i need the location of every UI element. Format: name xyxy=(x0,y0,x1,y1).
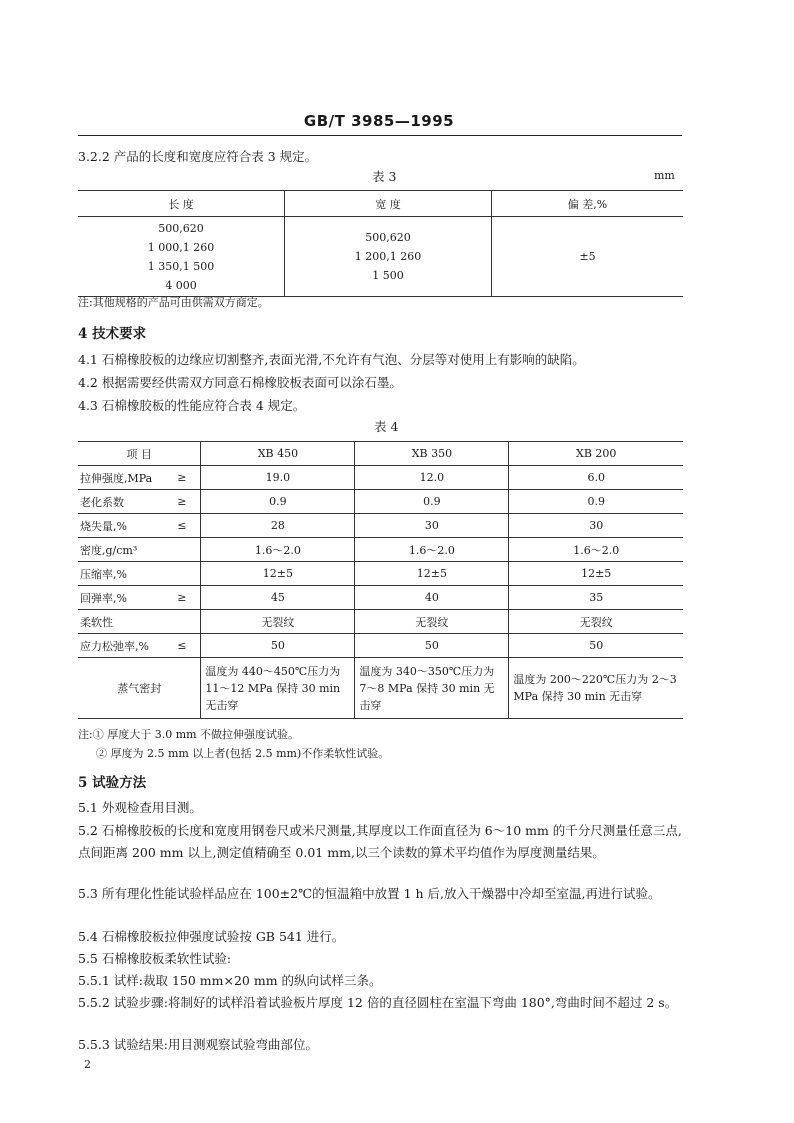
t4-cell: 50 xyxy=(355,634,509,658)
t4-row-label: 密度,g/cm³ xyxy=(78,538,162,562)
t4-cell: 28 xyxy=(201,514,355,538)
t4-steam-label: 蒸气密封 xyxy=(78,658,201,719)
t3-width-3: 1 500 xyxy=(372,269,404,282)
t4-cell: 0.9 xyxy=(201,490,355,514)
header-rule xyxy=(78,135,682,136)
t4-cell: 1.6～2.0 xyxy=(509,538,683,562)
clause-4-1: 4.1 石棉橡胶板的边缘应切割整齐,表面光滑,不允许有气泡、分层等对使用上有影响的缺陷。 xyxy=(78,352,585,367)
t3-length-1: 500,620 xyxy=(158,221,204,235)
t4-cell: 30 xyxy=(509,514,683,538)
t4-cell: 0.9 xyxy=(355,490,509,514)
clause-5-5: 5.5 石棉橡胶板柔软性试验: xyxy=(78,951,232,966)
t3-length-2: 1 000,1 260 xyxy=(147,240,215,254)
section-5-title: 5 试验方法 xyxy=(78,775,147,791)
t3-header-length: 长 度 xyxy=(78,191,285,217)
clause-5-2: 5.2 石棉橡胶板的长度和宽度用钢卷尺或米尺测量,其厚度以工作面直径为 6～10 mm 的千分尺测量任意三点,点间距离 200 mm 以上,测定值精确至 0.01 mm,以三个读数的算术平均值作为厚度测量结果。 xyxy=(78,823,682,860)
t4-row xyxy=(78,490,683,514)
table-4-caption: 表 4 xyxy=(374,419,399,434)
t4-cell: 0.9 xyxy=(509,490,683,514)
table-4-note-1: 注:① 厚度大于 3.0 mm 不做拉伸强度试验。 xyxy=(78,728,300,741)
clause-4-3: 4.3 石棉橡胶板的性能应符合表 4 规定。 xyxy=(78,398,306,413)
t4-header-xb450: XB 450 xyxy=(201,442,355,466)
t4-row-label: 拉伸强度,MPa xyxy=(78,466,162,490)
t4-header-item: 项 目 xyxy=(78,442,201,466)
t4-cell: 30 xyxy=(355,514,509,538)
clause-5-5-3: 5.5.3 试验结果:用目测观察试验弯曲部位。 xyxy=(78,1037,318,1052)
t4-row-label: 压缩率,% xyxy=(78,562,162,586)
t4-row-symbol xyxy=(162,538,201,562)
t4-cell: 45 xyxy=(201,586,355,610)
section-4-title: 4 技术要求 xyxy=(78,326,147,342)
t4-cell: 19.0 xyxy=(201,466,355,490)
t4-cell: 35 xyxy=(509,586,683,610)
t3-length-3: 1 350,1 500 xyxy=(147,259,215,273)
t4-row-symbol: ≤ xyxy=(162,634,201,658)
clause-5-4: 5.4 石棉橡胶板拉伸强度试验按 GB 541 进行。 xyxy=(78,929,345,944)
t4-row-symbol: ≤ xyxy=(162,514,201,538)
t4-cell: 12±5 xyxy=(509,562,683,586)
t3-lengths xyxy=(78,217,285,297)
t4-cell: 50 xyxy=(509,634,683,658)
t4-steam-xb450: 温度为 440～450℃压力为 11～12 MPa 保持 30 min 无击穿 xyxy=(201,658,355,719)
clause-5-3: 5.3 所有理化性能试验样品应在 100±2℃的恒温箱中放置 1 h 后,放入干燥器中冷却至室温,再进行试验。 xyxy=(78,886,661,901)
t4-row-label: 柔软性 xyxy=(78,610,162,634)
t4-cell: 12.0 xyxy=(355,466,509,490)
standard-code-header: GB/T 3985—1995 xyxy=(303,112,455,130)
t4-cell: 1.6～2.0 xyxy=(201,538,355,562)
t4-row-symbol: ≥ xyxy=(162,586,201,610)
t3-widths xyxy=(285,217,492,297)
clause-3-2-2: 3.2.2 产品的长度和宽度应符合表 3 规定。 xyxy=(78,149,318,164)
t3-width-2: 1 200,1 260 xyxy=(354,250,422,263)
t4-row xyxy=(78,586,683,610)
table-3-caption: 表 3 xyxy=(372,169,397,184)
table-3 xyxy=(78,190,683,297)
table-4 xyxy=(78,441,683,719)
t3-width-1: 500,620 xyxy=(365,231,411,244)
t3-header-width: 宽 度 xyxy=(285,191,492,217)
clause-5-5-1: 5.5.1 试样:裁取 150 mm×20 mm 的纵向试样三条。 xyxy=(78,973,382,988)
t4-cell: 12±5 xyxy=(355,562,509,586)
t4-cell: 无裂纹 xyxy=(509,610,683,634)
clause-5-1: 5.1 外观检查用目测。 xyxy=(78,800,202,815)
t4-row-label: 应力松弛率,% xyxy=(78,634,162,658)
t4-steam-row xyxy=(78,658,683,719)
table-3-unit: mm xyxy=(654,169,675,182)
t4-cell: 12±5 xyxy=(201,562,355,586)
t4-cell: 无裂纹 xyxy=(201,610,355,634)
t4-header-xb350: XB 350 xyxy=(355,442,509,466)
t4-row xyxy=(78,610,683,634)
t4-row-label: 回弹率,% xyxy=(78,586,162,610)
t4-steam-xb200: 温度为 200～220℃压力为 2～3 MPa 保持 30 min 无击穿 xyxy=(509,658,683,719)
table-4-note-2: ② 厚度为 2.5 mm 以上者(包括 2.5 mm)不作柔软性试验。 xyxy=(96,747,390,760)
t4-steam-xb350: 温度为 340～350℃压力为 7～8 MPa 保持 30 min 无击穿 xyxy=(355,658,509,719)
t4-header-xb200: XB 200 xyxy=(509,442,683,466)
t4-row-symbol xyxy=(162,562,201,586)
t4-row xyxy=(78,466,683,490)
t4-row xyxy=(78,562,683,586)
t4-row xyxy=(78,634,683,658)
t4-row xyxy=(78,538,683,562)
clause-5-5-2: 5.5.2 试验步骤:将制好的试样沿着试验板片厚度 12 倍的直径圆柱在室温下弯曲 180°,弯曲时间不超过 2 s。 xyxy=(78,995,678,1010)
t3-header-deviation: 偏 差,% xyxy=(492,191,684,217)
t3-length-4: 4 000 xyxy=(165,278,197,292)
t4-row-symbol: ≥ xyxy=(162,490,201,514)
t3-deviation: ±5 xyxy=(492,217,684,297)
t4-cell: 40 xyxy=(355,586,509,610)
t4-row xyxy=(78,514,683,538)
t4-cell: 50 xyxy=(201,634,355,658)
t4-cell: 6.0 xyxy=(509,466,683,490)
table-3-note: 注:其他规格的产品可由供需双方商定。 xyxy=(78,296,269,309)
t4-cell: 无裂纹 xyxy=(355,610,509,634)
t4-cell: 1.6～2.0 xyxy=(355,538,509,562)
t4-row-symbol xyxy=(162,610,201,634)
clause-4-2: 4.2 根据需要经供需双方同意石棉橡胶板表面可以涂石墨。 xyxy=(78,375,402,390)
t4-row-symbol: ≥ xyxy=(162,466,201,490)
t4-row-label: 老化系数 xyxy=(78,490,162,514)
page-number: 2 xyxy=(84,1058,91,1071)
t4-row-label: 烧失量,% xyxy=(78,514,162,538)
